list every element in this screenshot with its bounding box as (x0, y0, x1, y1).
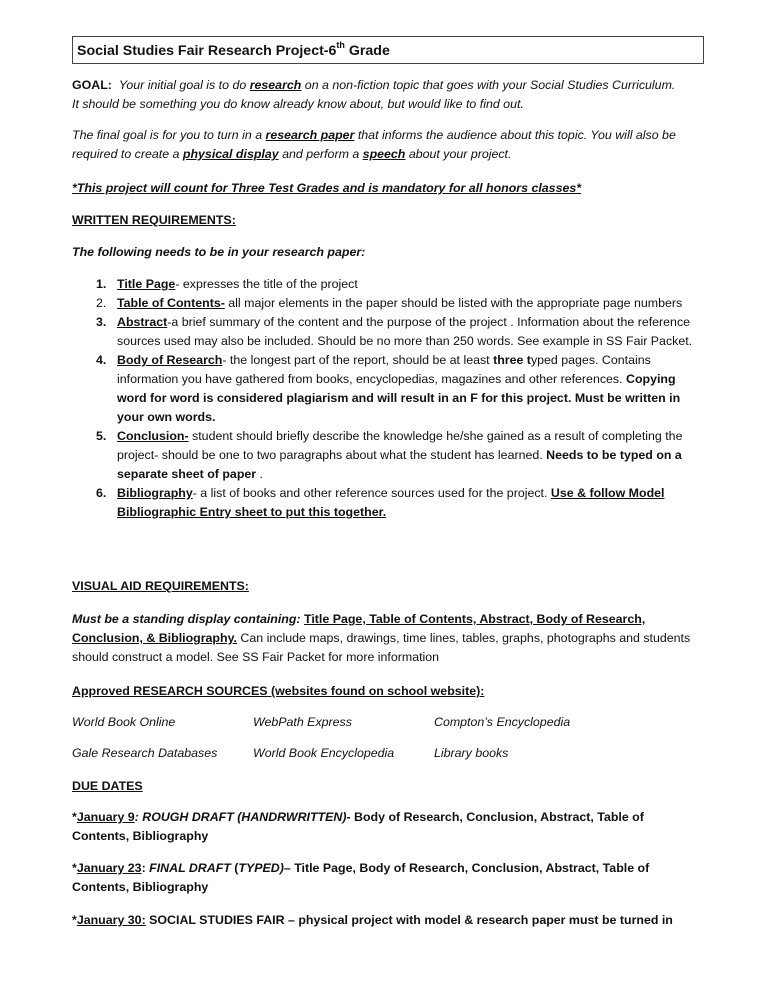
goal-paragraph: GOAL: Your initial goal is to do research on a non-fiction topic that goes with your Social Studies Curriculum. It should be something you do know already know about, but would like to find out. (72, 78, 676, 111)
source-item: Gale Research Databases (72, 746, 218, 760)
due-date-item: *January 23: FINAL DRAFT (TYPED)– Title Page, Body of Research, Conclusion, Abstract, Table of Contents, Bibliography (72, 861, 650, 894)
written-requirements-heading: WRITTEN REQUIREMENTS: (72, 213, 236, 227)
document-page (72, 36, 704, 927)
sources-row (72, 744, 704, 763)
written-requirements-intro: The following needs to be in your research paper: (72, 245, 366, 259)
source-item: WebPath Express (253, 715, 352, 729)
due-date-item: *January 30: SOCIAL STUDIES FAIR – physical project with model & research paper must be turned in (72, 913, 673, 927)
list-item: 6. Bibliography- a list of books and other reference sources used for the project. Use & follow Model Bibliographic Entry sheet to put this together. (96, 486, 665, 519)
visual-aid-heading: VISUAL AID REQUIREMENTS: (72, 579, 249, 593)
research-sources-heading: Approved RESEARCH SOURCES (websites found on school website): (72, 684, 485, 698)
source-item: World Book Encyclopedia (253, 746, 395, 760)
page-title (72, 36, 704, 64)
visual-aid-paragraph: Must be a standing display containing: Title Page, Table of Contents, Abstract, Body of Research, Conclusion, & Bibliography. Can include maps, drawings, time lines, tables, graphs, photographs and students should construct a model. See SS Fair Packet for more information (72, 612, 691, 664)
title-text: Social Studies Fair Research Project-6 (77, 43, 337, 59)
list-item: 4. Body of Research- the longest part of the report, should be at least three typed pages. Contains information you have gathered from books, encyclopedias, magazines and other references. Copying word for word is considered plagiarism and will result in an F for this project. Must be written in your own words. (96, 353, 681, 424)
source-item: World Book Online (72, 715, 176, 729)
grade-notice: *This project will count for Three Test Grades and is mandatory for all honors classes* (72, 181, 582, 195)
title-tail: Grade (344, 43, 390, 59)
list-item: 2. Table of Contents- all major elements in the paper should be listed with the appropriate page numbers (96, 296, 683, 310)
written-requirements-list (72, 275, 704, 522)
final-goal-paragraph: The final goal is for you to turn in a research paper that informs the audience about this topic. You will also be required to create a physical display and perform a speech about your project. (72, 128, 676, 161)
due-dates-heading: DUE DATES (72, 779, 143, 793)
source-item: Library books (434, 746, 509, 760)
title-superscript: th (336, 40, 345, 51)
due-date-item: *January 9: ROUGH DRAFT (HANDRWRITTEN)- Body of Research, Conclusion, Abstract, Table of Contents, Bibliography (72, 810, 644, 843)
sources-row (72, 713, 704, 732)
list-item: 1. Title Page- expresses the title of the project (96, 277, 358, 291)
source-item: Compton’s Encyclopedia (434, 715, 571, 729)
list-item: 5. Conclusion- student should briefly describe the knowledge he/she gained as a result of completing the project- should be one to two paragraphs about what the student has learned. Needs to be typed on a separate sheet of paper . (96, 429, 683, 481)
list-item: 3. Abstract-a brief summary of the content and the purpose of the project . Information about the reference sources used may also be included. Should be no more than 250 words. See example in SS Fair Packet. (96, 315, 693, 348)
